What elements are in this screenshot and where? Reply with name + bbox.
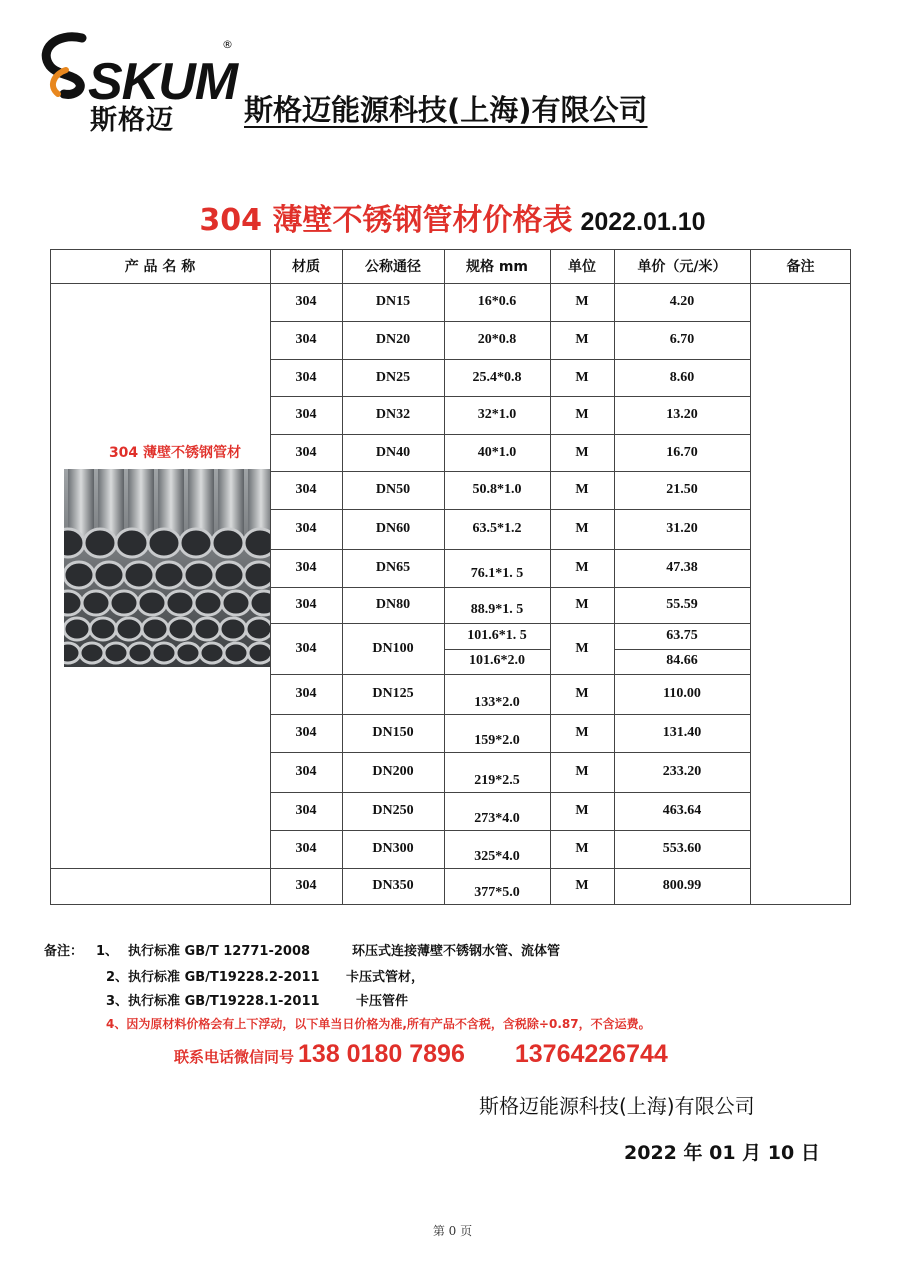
pipe-end [224, 643, 248, 663]
cell-price: 55.59 [666, 597, 698, 612]
logo-brand-text: SKUM [88, 53, 238, 111]
pipe-end [94, 562, 124, 588]
cell-price: 110.00 [663, 686, 701, 701]
cell-unit: M [575, 407, 589, 422]
cell-material: 304 [295, 482, 317, 497]
pipe-end [80, 643, 104, 663]
header-material: 材质 [292, 259, 320, 275]
cell-spec: 219*2.5 [474, 773, 520, 788]
cell-material: 304 [295, 597, 317, 612]
table-border-bottom [50, 904, 851, 905]
cell-material: 304 [295, 878, 317, 893]
pipe-end [184, 562, 214, 588]
cell-spec: 159*2.0 [474, 733, 520, 748]
pipe-end [244, 529, 270, 557]
cell-spec: 25.4*0.8 [472, 369, 522, 385]
pipe-end [214, 562, 244, 588]
table-column-divider [750, 249, 751, 904]
cell-unit: M [575, 686, 589, 701]
cell-unit: M [575, 878, 589, 893]
table-border-left [50, 249, 51, 904]
pipe-end [64, 529, 84, 557]
cell-unit: M [575, 482, 589, 497]
company-heading: 斯格迈能源科技(上海)有限公司 [244, 93, 648, 127]
pipe-end [200, 643, 224, 663]
phone-number-2: 13764226744 [514, 1040, 668, 1068]
pipe-end [82, 591, 110, 615]
pipe-end [212, 529, 244, 557]
cell-unit: M [575, 803, 589, 818]
cell-material: 304 [295, 686, 317, 701]
cell-price: 31.20 [666, 521, 698, 536]
pipe-end [84, 529, 116, 557]
cell-unit: M [575, 560, 589, 575]
cell-unit: M [575, 444, 589, 460]
cell-price: 233.20 [662, 764, 702, 779]
cell-dn: DN100 [372, 640, 414, 656]
cell-unit: M [575, 369, 589, 385]
pipe-end [166, 591, 194, 615]
cell-material: 304 [295, 725, 317, 740]
cell-spec: 88.9*1. 5 [470, 602, 524, 617]
pipe-end [124, 562, 154, 588]
cell-price: 21.50 [666, 482, 698, 497]
cell-price-second: 84.66 [666, 653, 698, 669]
cell-dn: DN200 [372, 764, 414, 779]
header-product-name: 产 品 名 称 [124, 259, 196, 275]
cell-price: 47.38 [666, 560, 698, 575]
cell-unit: M [575, 764, 589, 779]
pipe-end [104, 643, 128, 663]
cell-spec: 32*1.0 [477, 407, 517, 422]
cell-spec: 101.6*1. 5 [467, 627, 527, 643]
logo-chinese-name: 斯格迈 [90, 105, 174, 136]
pipe-end [110, 591, 138, 615]
cell-dn: DN32 [375, 407, 411, 422]
pipe-end [128, 643, 152, 663]
cell-material: 304 [295, 444, 317, 460]
cell-material: 304 [295, 764, 317, 779]
company-logo [36, 30, 236, 140]
cell-spec: 273*4.0 [474, 811, 520, 826]
pipe-end [194, 591, 222, 615]
cell-dn: DN125 [372, 686, 414, 701]
pipe-end [176, 643, 200, 663]
table-border-top [50, 249, 851, 250]
split-cell-divider [444, 649, 550, 650]
cell-material: 304 [295, 369, 317, 385]
cell-material: 304 [295, 407, 317, 422]
pipe-end [168, 618, 194, 640]
pipe-end [64, 591, 82, 615]
note-2-standard: 2、执行标准 GB/T19228.2-2011 [106, 970, 320, 985]
cell-price: 553.60 [662, 841, 702, 856]
header-unit: 单位 [568, 259, 596, 275]
header-unit-price: 单价（元/米） [637, 259, 727, 275]
cell-dn: DN60 [375, 521, 411, 536]
cell-dn: DN150 [372, 725, 414, 740]
cell-dn: DN80 [375, 597, 411, 612]
cell-dn: DN300 [372, 841, 414, 856]
contact-line [174, 1040, 668, 1069]
pipe-end [148, 529, 180, 557]
cell-spec: 133*2.0 [474, 695, 520, 710]
cell-dn: DN25 [375, 369, 411, 385]
cell-spec: 377*5.0 [474, 885, 520, 900]
cell-unit: M [575, 332, 589, 347]
cell-price: 13.20 [666, 407, 698, 422]
cell-material: 304 [295, 803, 317, 818]
pipe-end [222, 591, 250, 615]
pipe-end [142, 618, 168, 640]
cell-price: 131.40 [662, 725, 702, 740]
cell-spec-second: 101.6*2.0 [469, 653, 525, 669]
cell-dn: DN20 [375, 332, 411, 347]
pipe-end [152, 643, 176, 663]
cell-spec: 20*0.8 [477, 332, 517, 347]
note-1-standard: 执行标准 GB/T 12771-2008 [128, 944, 311, 959]
cell-price: 16.70 [666, 444, 698, 460]
header-nominal-diameter: 公称通径 [365, 259, 421, 275]
signature-company: 斯格迈能源科技(上海)有限公司 [479, 1094, 755, 1118]
cell-price: 6.70 [669, 332, 695, 347]
pipe-end [180, 529, 212, 557]
cell-material: 304 [295, 521, 317, 536]
registered-mark: ® [222, 38, 233, 51]
phone-number-1: 138 0180 7896 [298, 1040, 465, 1068]
pipe-end [116, 529, 148, 557]
note-3-standard: 3、执行标准 GB/T19228.1-2011 [106, 994, 320, 1009]
title-text: 304 薄壁不锈钢管材价格表 [199, 203, 573, 238]
cell-dn: DN250 [372, 803, 414, 818]
cell-material: 304 [295, 332, 317, 347]
swirl-logo-icon [36, 30, 96, 100]
cell-spec: 40*1.0 [477, 444, 517, 460]
cell-spec: 325*4.0 [474, 849, 520, 864]
cell-spec: 63.5*1.2 [472, 521, 522, 536]
pipe-end [64, 643, 80, 663]
product-cell-divider [50, 868, 270, 869]
pipe-end [250, 591, 270, 615]
price-table [50, 249, 851, 916]
cell-price: 63.75 [666, 627, 698, 643]
document-title [0, 195, 905, 239]
cell-unit: M [575, 521, 589, 536]
pipe-end [194, 618, 220, 640]
table-border-right [850, 249, 851, 904]
header-remarks: 备注 [786, 259, 815, 275]
product-name-label: 304 薄壁不锈钢管材 [108, 445, 242, 461]
note-1-description: 环压式连接薄壁不锈钢水管、流体管 [352, 944, 561, 959]
pipe-photo-image [64, 469, 270, 667]
cell-price: 8.60 [669, 369, 695, 385]
cell-dn: DN350 [372, 878, 414, 893]
cell-price: 800.99 [662, 878, 702, 893]
note-4-text: 4、因为原材料价格会有上下浮动，以下单当日价格为准,所有产品不含税，含税除÷0.87，不含运费。 [106, 1017, 651, 1031]
cell-dn: DN40 [375, 444, 411, 460]
pipe-end [64, 618, 90, 640]
pipe-end [248, 643, 270, 663]
cell-spec: 16*0.6 [477, 294, 517, 309]
pipe-end [154, 562, 184, 588]
cell-dn: DN50 [375, 482, 411, 497]
note-2-description: 卡压式管材， [346, 970, 425, 985]
header-spec: 规格 mm [465, 259, 529, 275]
cell-unit: M [575, 597, 589, 612]
pipe-end [64, 562, 94, 588]
cell-material: 304 [295, 640, 317, 656]
cell-spec: 50.8*1.0 [472, 482, 522, 497]
pipe-end [244, 562, 270, 588]
notes-label: 备注： [44, 944, 84, 959]
pipe-end [138, 591, 166, 615]
cell-unit: M [575, 725, 589, 740]
cell-material: 304 [295, 560, 317, 575]
signature-date: 2022 年 01 月 10 日 [624, 1142, 820, 1164]
page-number: 第 0 页 [432, 1224, 473, 1238]
cell-price: 4.20 [669, 294, 695, 309]
split-cell-divider [614, 649, 750, 650]
cell-material: 304 [295, 294, 317, 309]
cell-unit: M [575, 294, 589, 309]
note-1-number: 1、 [96, 944, 119, 959]
pipe-end [90, 618, 116, 640]
cell-dn: DN15 [375, 294, 411, 309]
contact-label: 联系电话微信同号 [174, 1048, 295, 1066]
cell-dn: DN65 [375, 560, 411, 575]
pipe-end [246, 618, 270, 640]
note-3-description: 卡压管件 [356, 994, 409, 1009]
cell-spec: 76.1*1. 5 [470, 566, 524, 581]
pipe-end [116, 618, 142, 640]
cell-price: 463.64 [662, 803, 702, 818]
cell-material: 304 [295, 841, 317, 856]
title-date: 2022.01.10 [580, 208, 706, 236]
cell-unit: M [575, 640, 589, 656]
cell-unit: M [575, 841, 589, 856]
pipe-end [220, 618, 246, 640]
